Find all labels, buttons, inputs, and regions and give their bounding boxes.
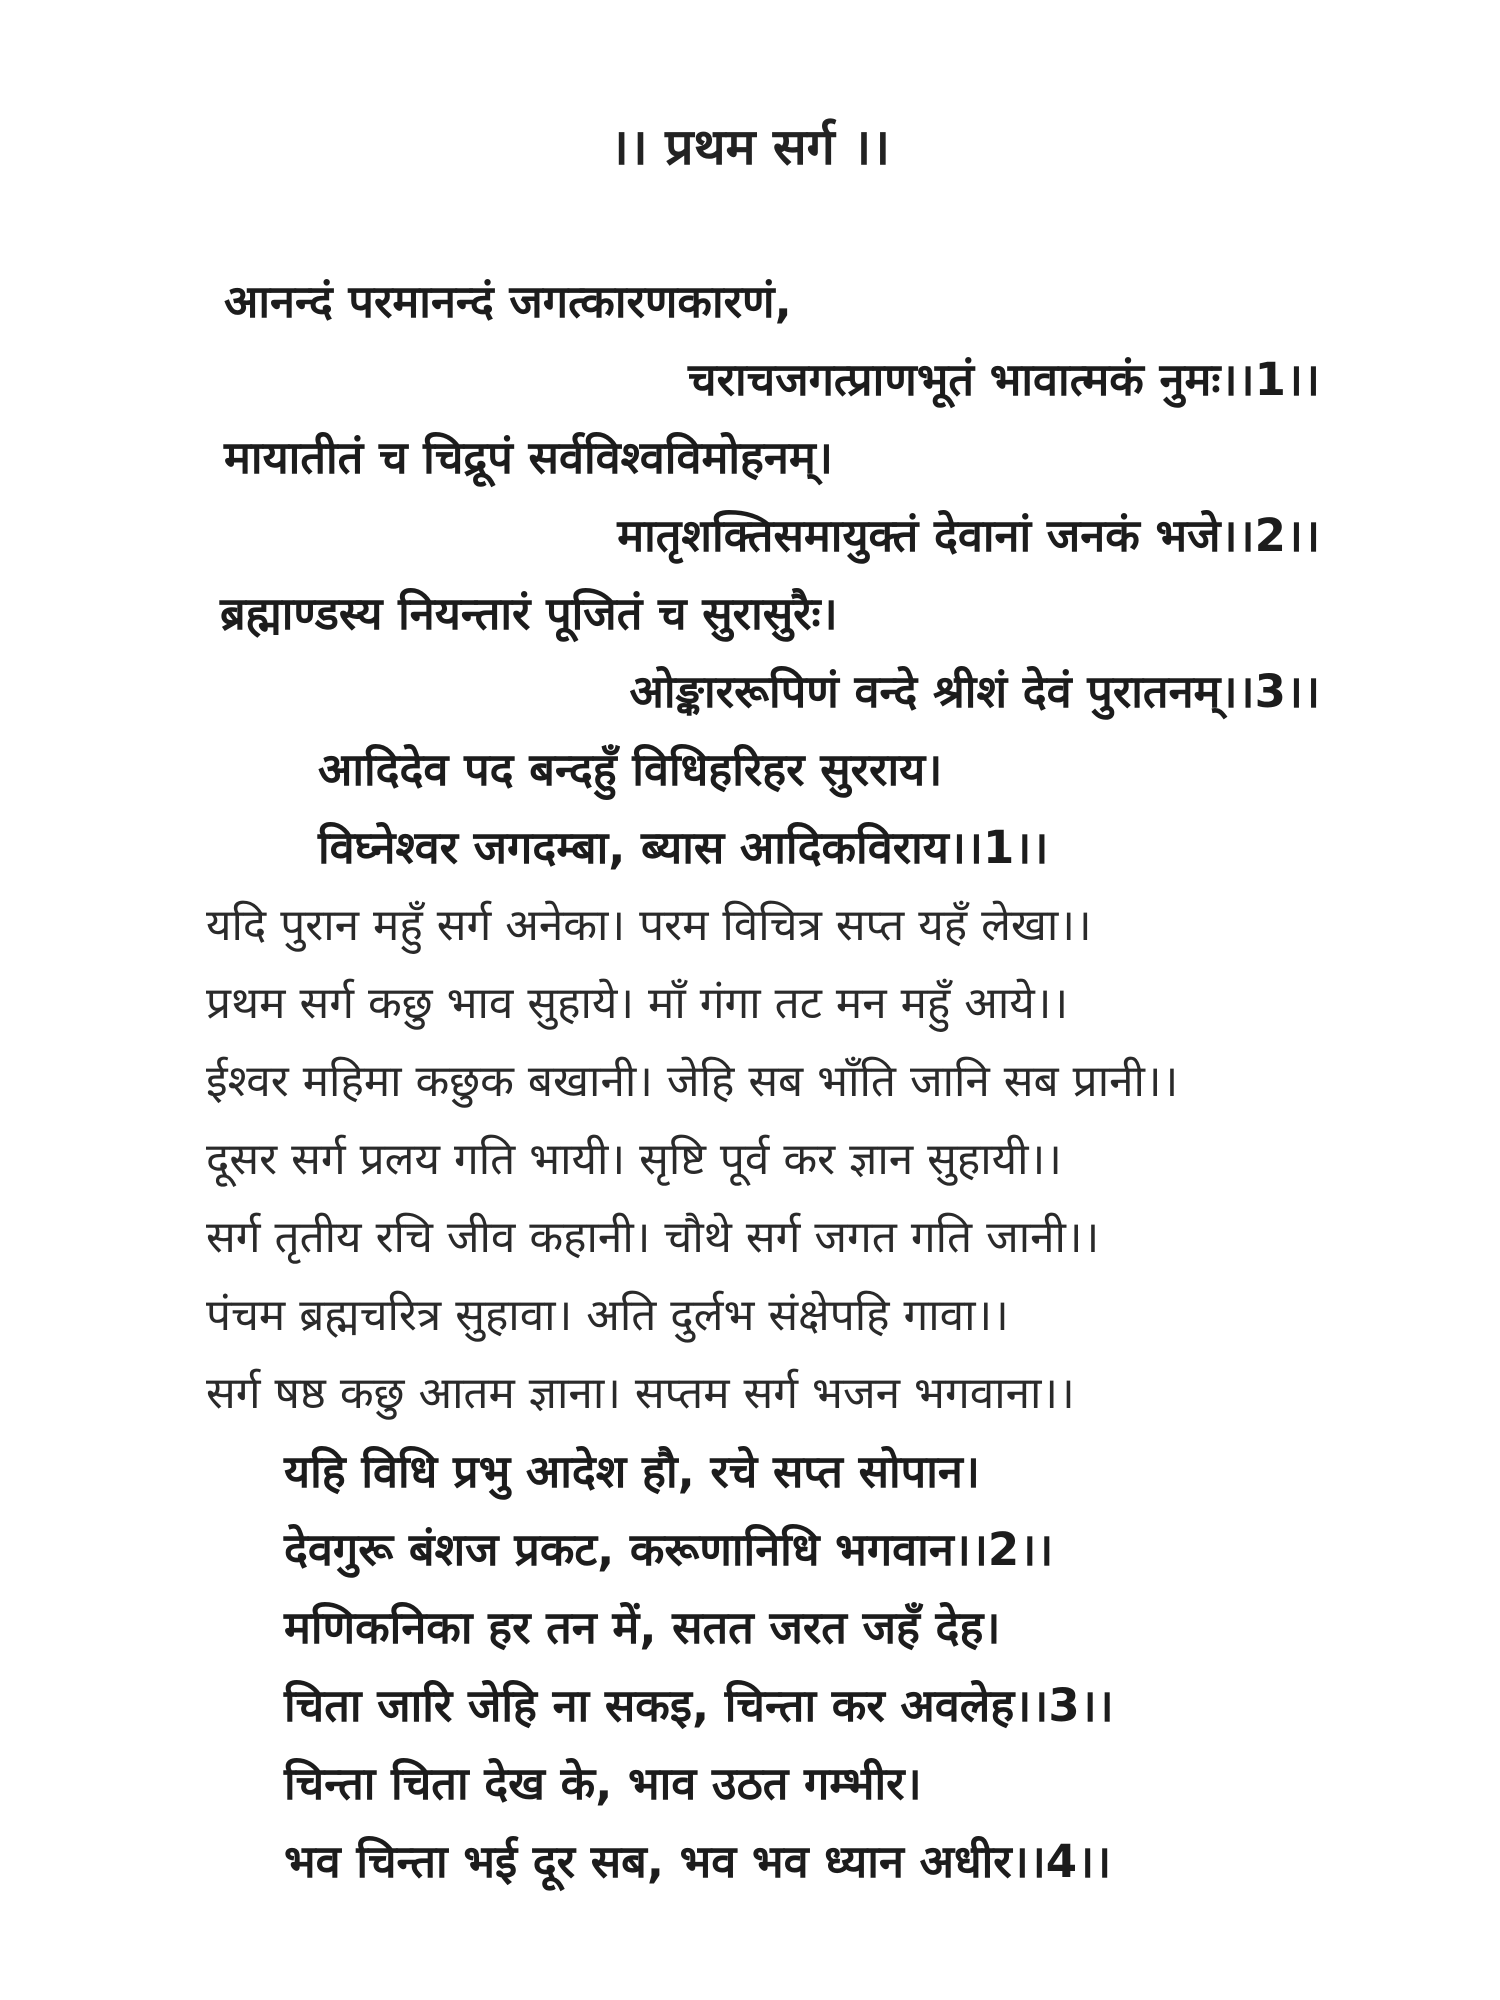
- shloka-3-line-1: ब्रह्माण्डस्य नियन्तारं पूजितं च सुरासुरैः।: [220, 587, 838, 640]
- doha-2-line-2: देवगुरू बंशज प्रकट, करूणानिधि भगवान।।2।।: [284, 1523, 1054, 1576]
- doha-1-line-2: विघ्नेश्वर जगदम्बा, ब्यास आदिकविराय।।1।।: [318, 821, 1049, 874]
- chaupai-line-5: सर्ग तृतीय रचि जीव कहानी। चौथे सर्ग जगत गति जानी।।: [206, 1212, 1100, 1263]
- chaupai-line-3: ईश्वर महिमा कछुक बखानी। जेहि सब भाँति जानि सब प्रानी।।: [206, 1056, 1179, 1107]
- shloka-2-line-1: मायातीतं च चिद्रूपं सर्वविश्वविमोहनम्।: [224, 431, 833, 484]
- chaupai-line-6: पंचम ब्रह्मचरित्र सुहावा। अति दुर्लभ संक्षेपहि गावा।।: [206, 1290, 1009, 1341]
- chaupai-line-7: सर्ग षष्ठ कछु आतम ज्ञाना। सप्तम सर्ग भजन भगवाना।।: [206, 1368, 1075, 1419]
- doha-2-line-1: यहि विधि प्रभु आदेश हौ, रचे सप्त सोपान।: [284, 1445, 980, 1498]
- shloka-1-line-2: चराचजगत्प्राणभूतं भावात्मकं नुमः।।1।।: [688, 353, 1320, 406]
- chaupai-line-4: दूसर सर्ग प्रलय गति भायी। सृष्टि पूर्व कर ज्ञान सुहायी।।: [206, 1134, 1062, 1185]
- doha-3-line-1: मणिकनिका हर तन में, सतत जरत जहँ देह।: [284, 1601, 1001, 1654]
- chapter-title: ।। प्रथम सर्ग ।।: [609, 118, 891, 176]
- shloka-1-line-1: आनन्दं परमानन्दं जगत्कारणकारणं,: [224, 275, 792, 328]
- doha-4-line-2: भव चिन्ता भई दूर सब, भव भव ध्यान अधीर।।4।।: [284, 1835, 1112, 1888]
- chaupai-line-1: यदि पुरान महुँ सर्ग अनेका। परम विचित्र सप्त यहँ लेखा।।: [206, 900, 1092, 951]
- doha-1-line-1: आदिदेव पद बन्दहुँ विधिहरिहर सुरराय।: [318, 743, 943, 796]
- doha-3-line-2: चिता जारि जेहि ना सकइ, चिन्ता कर अवलेह।।3।।: [284, 1679, 1114, 1732]
- shloka-3-line-2: ओङ्काररूपिणं वन्दे श्रीशं देवं पुरातनम्।।3।।: [629, 665, 1320, 718]
- doha-4-line-1: चिन्ता चिता देख के, भाव उठत गम्भीर।: [284, 1757, 922, 1810]
- shloka-2-line-2: मातृशक्तिसमायुक्तं देवानां जनकं भजे।।2।।: [617, 509, 1320, 562]
- chaupai-line-2: प्रथम सर्ग कछु भाव सुहाये। माँ गंगा तट मन महुँ आये।।: [206, 978, 1069, 1029]
